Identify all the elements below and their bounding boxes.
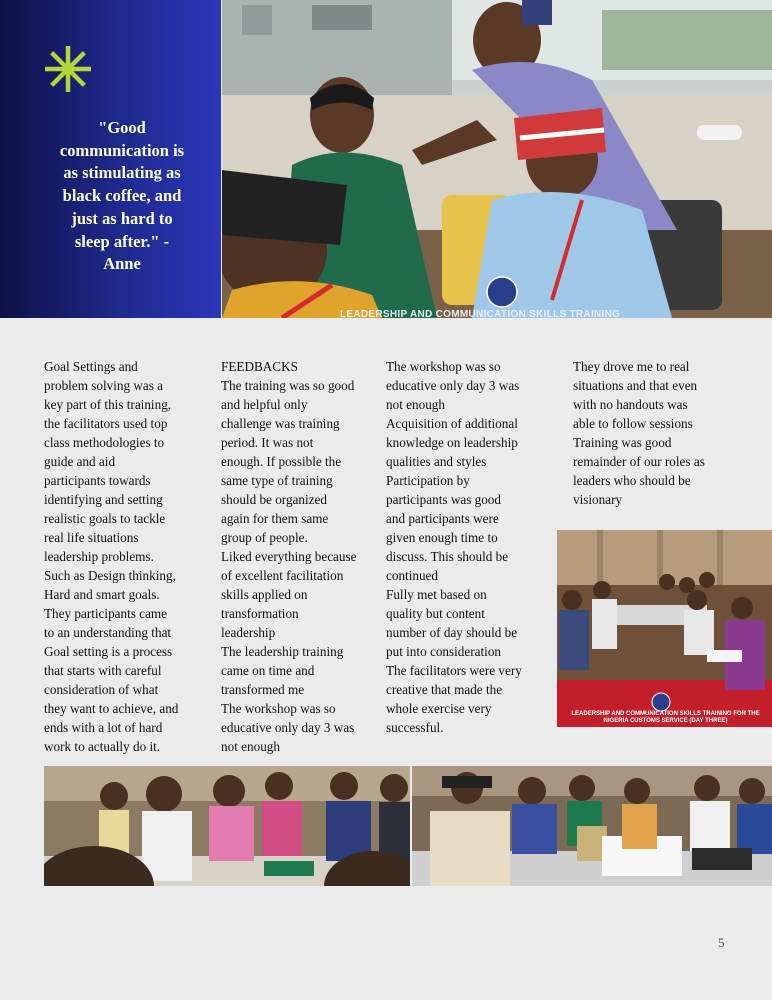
text-line: discuss. This should be	[386, 549, 509, 564]
text-line: creative that made the	[386, 682, 503, 697]
text-line: should be organized	[221, 492, 327, 507]
quote-line: sleep after." -	[74, 231, 170, 251]
quote-line: as stimulating as	[63, 163, 181, 183]
text-line: Fully met based on	[386, 587, 487, 602]
text-line: number of day should be	[386, 625, 518, 640]
text-line: continued	[386, 568, 439, 583]
text-line: guide and aid	[44, 454, 116, 469]
text-line: problem solving was a	[44, 378, 164, 393]
text-line: The leadership training	[221, 644, 344, 659]
text-line: key part of this training,	[44, 397, 172, 412]
quote-line: "Good	[98, 118, 146, 137]
text-line: Acquisition of additional	[386, 416, 518, 431]
text-line: and participants were	[386, 511, 499, 526]
text-line: leaders who should be	[573, 473, 691, 488]
section-heading: FEEDBACKS	[221, 359, 298, 374]
text-line: period. It was not	[221, 435, 314, 450]
text-line: not enough	[386, 397, 445, 412]
text-line: put into consideration	[386, 644, 502, 659]
text-line: Such as Design thinking,	[44, 568, 176, 583]
text-line: consideration of what	[44, 682, 159, 697]
text-line: group of people.	[221, 530, 308, 545]
text-line: Goal setting is a process	[44, 644, 173, 659]
text-column-real-situations	[573, 357, 705, 509]
text-line: skills applied on	[221, 587, 308, 602]
text-line: Goal Settings and	[44, 359, 138, 374]
text-column-goal-settings	[44, 357, 178, 756]
text-line: ends with a lot of hard	[44, 720, 163, 735]
hero-caption: LEADERSHIP AND COMMUNICATION SKILLS TRAINING	[340, 309, 621, 318]
text-line: educative only day 3 was	[221, 720, 355, 735]
text-line: to an understanding that	[44, 625, 172, 640]
side-photo-illustration	[557, 530, 772, 727]
text-line: knowledge on leadership	[386, 435, 518, 450]
text-line: qualities and styles	[386, 454, 487, 469]
text-line: participants towards	[44, 473, 151, 488]
text-line: situations and that even	[573, 378, 698, 393]
text-line: enough. If possible the	[221, 454, 342, 469]
hero-photo	[222, 0, 772, 318]
text-line: with no handouts was	[573, 397, 688, 412]
page-number: 5	[718, 935, 725, 950]
text-line: The workshop was so	[221, 701, 336, 716]
text-line: participants was good	[386, 492, 501, 507]
text-line: remainder of our roles as	[573, 454, 705, 469]
text-line: The facilitators were very	[386, 663, 522, 678]
quote-line: communication is	[59, 140, 185, 160]
text-line: successful.	[386, 720, 444, 735]
text-line: They participants came	[44, 606, 168, 621]
text-line: leadership	[221, 625, 276, 640]
text-line: identifying and setting	[44, 492, 163, 507]
text-line: realistic goals to tackle	[44, 511, 166, 526]
side-photo-caption: LEADERSHIP AND COMMUNICATION SKILLS TRAINING FOR THE NIGERIA CUSTOMS SERVICE (DAY THREE)	[571, 711, 760, 724]
side-photo	[557, 530, 772, 727]
text-line: transformation	[221, 606, 299, 621]
text-line: able to follow sessions	[573, 416, 693, 431]
hero-photo-illustration	[222, 0, 772, 318]
text-line: They drove me to real	[573, 359, 690, 374]
text-line: transformed me	[221, 682, 305, 697]
text-line: class methodologies to	[44, 435, 165, 450]
text-line: again for them same	[221, 511, 329, 526]
header	[0, 0, 772, 318]
bottom-left-photo	[44, 766, 410, 886]
text-line: Liked everything because	[221, 549, 357, 564]
text-line: same type of training	[221, 473, 333, 488]
quote-line: just as hard to	[71, 208, 173, 228]
quote-line: black coffee, and	[62, 186, 182, 206]
text-line: Training was good	[573, 435, 672, 450]
text-line: The workshop was so	[386, 359, 501, 374]
text-line: visionary	[573, 492, 623, 507]
text-line: The training was so good	[221, 378, 355, 393]
bottom-right-photo-illustration	[412, 766, 772, 886]
text-line: challenge was training	[221, 416, 340, 431]
asterisk-icon	[42, 43, 94, 95]
bottom-left-photo-illustration	[44, 766, 410, 886]
quote-line: Anne	[103, 254, 141, 274]
bottom-right-photo	[412, 766, 772, 886]
text-line: whole exercise very	[386, 701, 492, 716]
text-line: of excellent facilitation	[221, 568, 344, 583]
text-line: they want to achieve, and	[44, 701, 179, 716]
text-line: came on time and	[221, 663, 315, 678]
text-line: given enough time to	[386, 530, 498, 545]
text-line: work to actually do it.	[44, 739, 161, 754]
text-line: Hard and smart goals.	[44, 587, 160, 602]
text-column-workshop	[386, 357, 522, 737]
text-line: quality but content	[386, 606, 485, 621]
text-line: real life situations	[44, 530, 139, 545]
text-line: and helpful only	[221, 397, 308, 412]
text-column-feedbacks	[221, 357, 356, 756]
text-line: that starts with careful	[44, 663, 162, 678]
text-line: not enough	[221, 739, 280, 754]
text-line: Participation by	[386, 473, 470, 488]
text-line: the facilitators used top	[44, 416, 168, 431]
text-line: leadership problems.	[44, 549, 154, 564]
quote-text	[30, 117, 214, 276]
quote-panel	[0, 0, 221, 318]
text-line: educative only day 3 was	[386, 378, 520, 393]
